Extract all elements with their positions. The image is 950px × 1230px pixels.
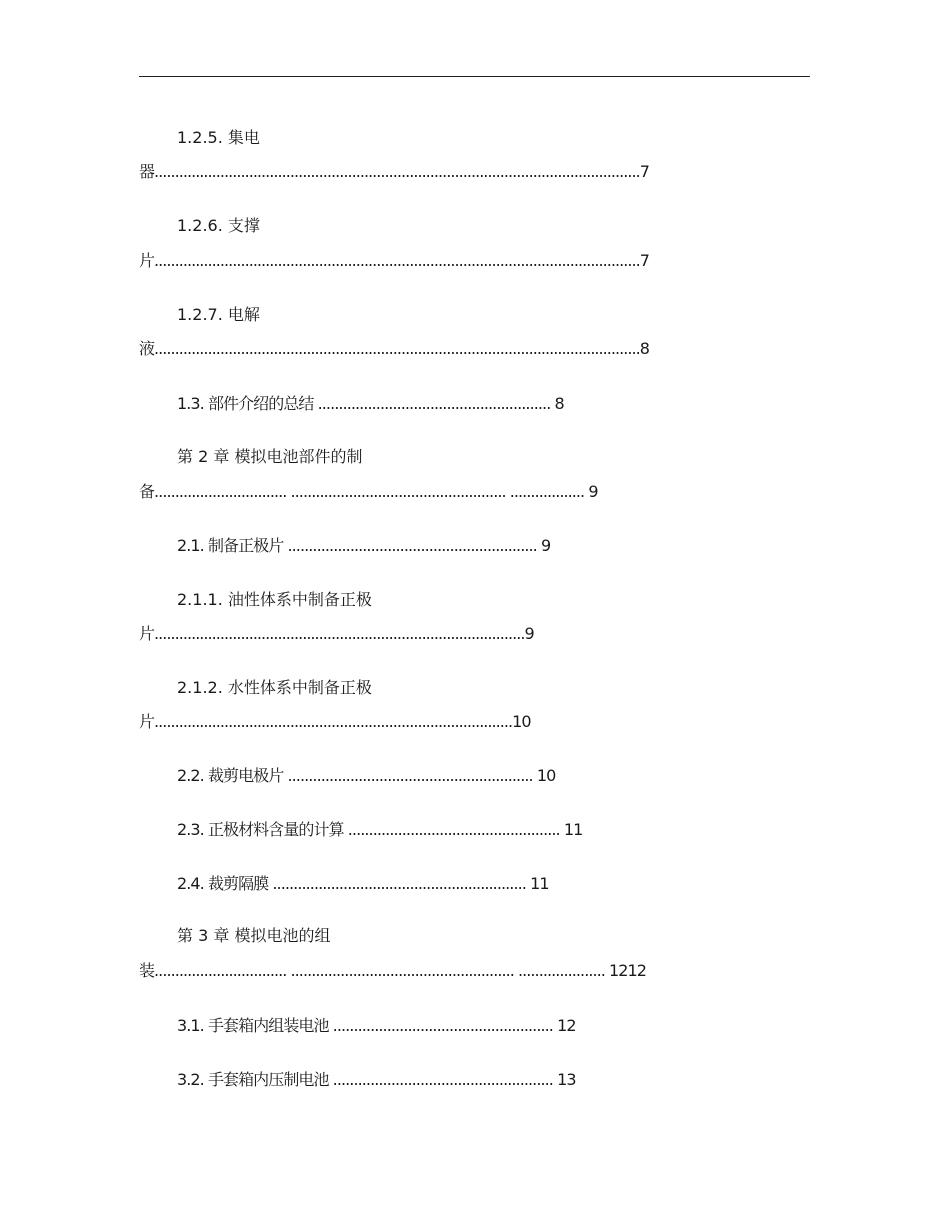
toc-entry-2-1-1-leader: 片..........................................................................................9 — [139, 624, 534, 643]
toc-entry-1-2-7-leader: 液......................................................................................................................8 — [139, 339, 649, 358]
toc-entry-3-2: 3.2. 手套箱内压制电池 ..................................................... 13 — [177, 1070, 576, 1089]
toc-entry-1-2-6-leader: 片......................................................................................................................7 — [139, 251, 649, 270]
toc-entry-1-2-6-title: 1.2.6. 支撑 — [177, 216, 260, 235]
toc-entry-1-2-5-title: 1.2.5. 集电 — [177, 128, 260, 147]
toc-chapter-3-title: 第 3 章 模拟电池的组 — [177, 926, 331, 945]
toc-entry-3-1: 3.1. 手套箱内组装电池 ..................................................... 12 — [177, 1016, 576, 1035]
toc-entry-2-1-2-leader: 片.......................................................................................10 — [139, 712, 531, 731]
toc-chapter-2-leader: 备................................ .................................................... .................. 9 — [139, 482, 598, 501]
toc-entry-1-2-5-leader: 器......................................................................................................................7 — [139, 162, 649, 181]
toc-entry-1-3: 1.3. 部件介绍的总结 ........................................................ 8 — [177, 394, 564, 413]
toc-entry-2-1-2-title: 2.1.2. 水性体系中制备正极 — [177, 678, 372, 697]
toc-chapter-3-leader: 装................................ ...................................................... ..................... 1212 — [139, 961, 646, 980]
toc-entry-2-3: 2.3. 正极材料含量的计算 ................................................... 11 — [177, 820, 583, 839]
toc-entry-1-2-7-title: 1.2.7. 电解 — [177, 305, 260, 324]
toc-entry-2-4: 2.4. 裁剪隔膜 ............................................................. 11 — [177, 874, 549, 893]
toc-entry-2-1-1-title: 2.1.1. 油性体系中制备正极 — [177, 590, 372, 609]
header-rule — [139, 76, 810, 77]
toc-entry-2-2: 2.2. 裁剪电极片 ........................................................... 10 — [177, 766, 556, 785]
toc-entry-2-1: 2.1. 制备正极片 ............................................................ 9 — [177, 536, 551, 555]
toc-chapter-2-title: 第 2 章 模拟电池部件的制 — [177, 447, 363, 466]
